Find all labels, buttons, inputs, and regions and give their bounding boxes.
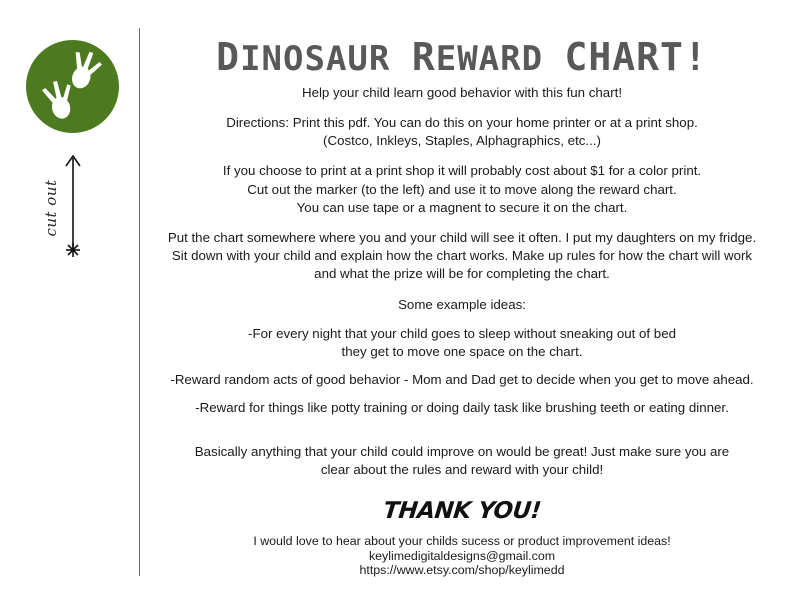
dinosaur-footprints-icon	[26, 40, 119, 133]
cut-line-divider	[139, 28, 140, 576]
shop-url: https://www.etsy.com/shop/keylimedd	[359, 563, 565, 578]
chart-usage-paragraph	[150, 229, 774, 284]
idea-item-daily-tasks: -Reward for things like potty training or doing daily task like brushing teeth or eating dinner.	[195, 400, 729, 416]
closing-line-2: clear about the rules and reward with your child!	[320, 461, 604, 477]
subtitle: Help your child learn good behavior with this fun chart!	[301, 84, 623, 100]
directions-line-1: Directions: Print this pdf. You can do this on your home printer or at a print shop.	[226, 114, 698, 130]
title-word-reward: EWARD	[435, 39, 565, 79]
ideas-heading: Some example ideas:	[398, 296, 526, 312]
contact-block	[150, 534, 774, 577]
chart-line-2: Sit down with your child and explain how the chart works. Make up rules for how the chart will work	[171, 248, 753, 264]
contact-email: keylimedigitaldesigns@gmail.com	[368, 548, 556, 563]
contact-message: I would love to hear about your childs sucess or product improvement ideas!	[253, 534, 671, 549]
title-initial-r: R	[411, 35, 436, 79]
print-shop-paragraph	[150, 162, 774, 217]
title-initial-d: D	[216, 35, 241, 79]
print-line-2: Cut out the marker (to the left) and use it to move along the reward chart.	[247, 181, 677, 197]
title-word-chart: CHART!	[564, 35, 708, 79]
closing-paragraph	[150, 443, 774, 479]
cut-out-text: cut out	[42, 179, 60, 237]
idea1-line-2: they get to move one space on the chart.	[341, 343, 583, 359]
chart-line-1: Put the chart somewhere where you and your child will see it often. I put my daughters on my fridge.	[167, 229, 757, 245]
chart-line-3: and what the prize will be for completing the chart.	[314, 266, 610, 282]
instructions-panel	[150, 36, 774, 577]
closing-line-1: Basically anything that your child could improve on would be great! Just make sure you are	[194, 443, 730, 459]
idea-item-sleep	[150, 325, 774, 361]
thank-you-heading: THANK YOU!	[382, 497, 543, 524]
directions-paragraph	[150, 114, 774, 150]
print-line-3: You can use tape or a magnent to secure it on the chart.	[296, 199, 628, 215]
print-line-1: If you choose to print at a print shop it will probably cost about $1 for a color print.	[222, 163, 702, 179]
footprints-graphic	[26, 40, 119, 133]
up-arrow-icon	[62, 150, 84, 265]
page-title	[150, 36, 774, 80]
directions-line-2: (Costco, Inkleys, Staples, Alphagraphics, etc...)	[323, 133, 601, 149]
idea1-line-1: -For every night that your child goes to sleep without sneaking out of bed	[248, 325, 676, 341]
title-word-dinosaur: INOSAUR	[240, 39, 412, 79]
idea-item-good-behavior: -Reward random acts of good behavior - Mom and Dad get to decide when you get to move ahead.	[170, 372, 754, 388]
